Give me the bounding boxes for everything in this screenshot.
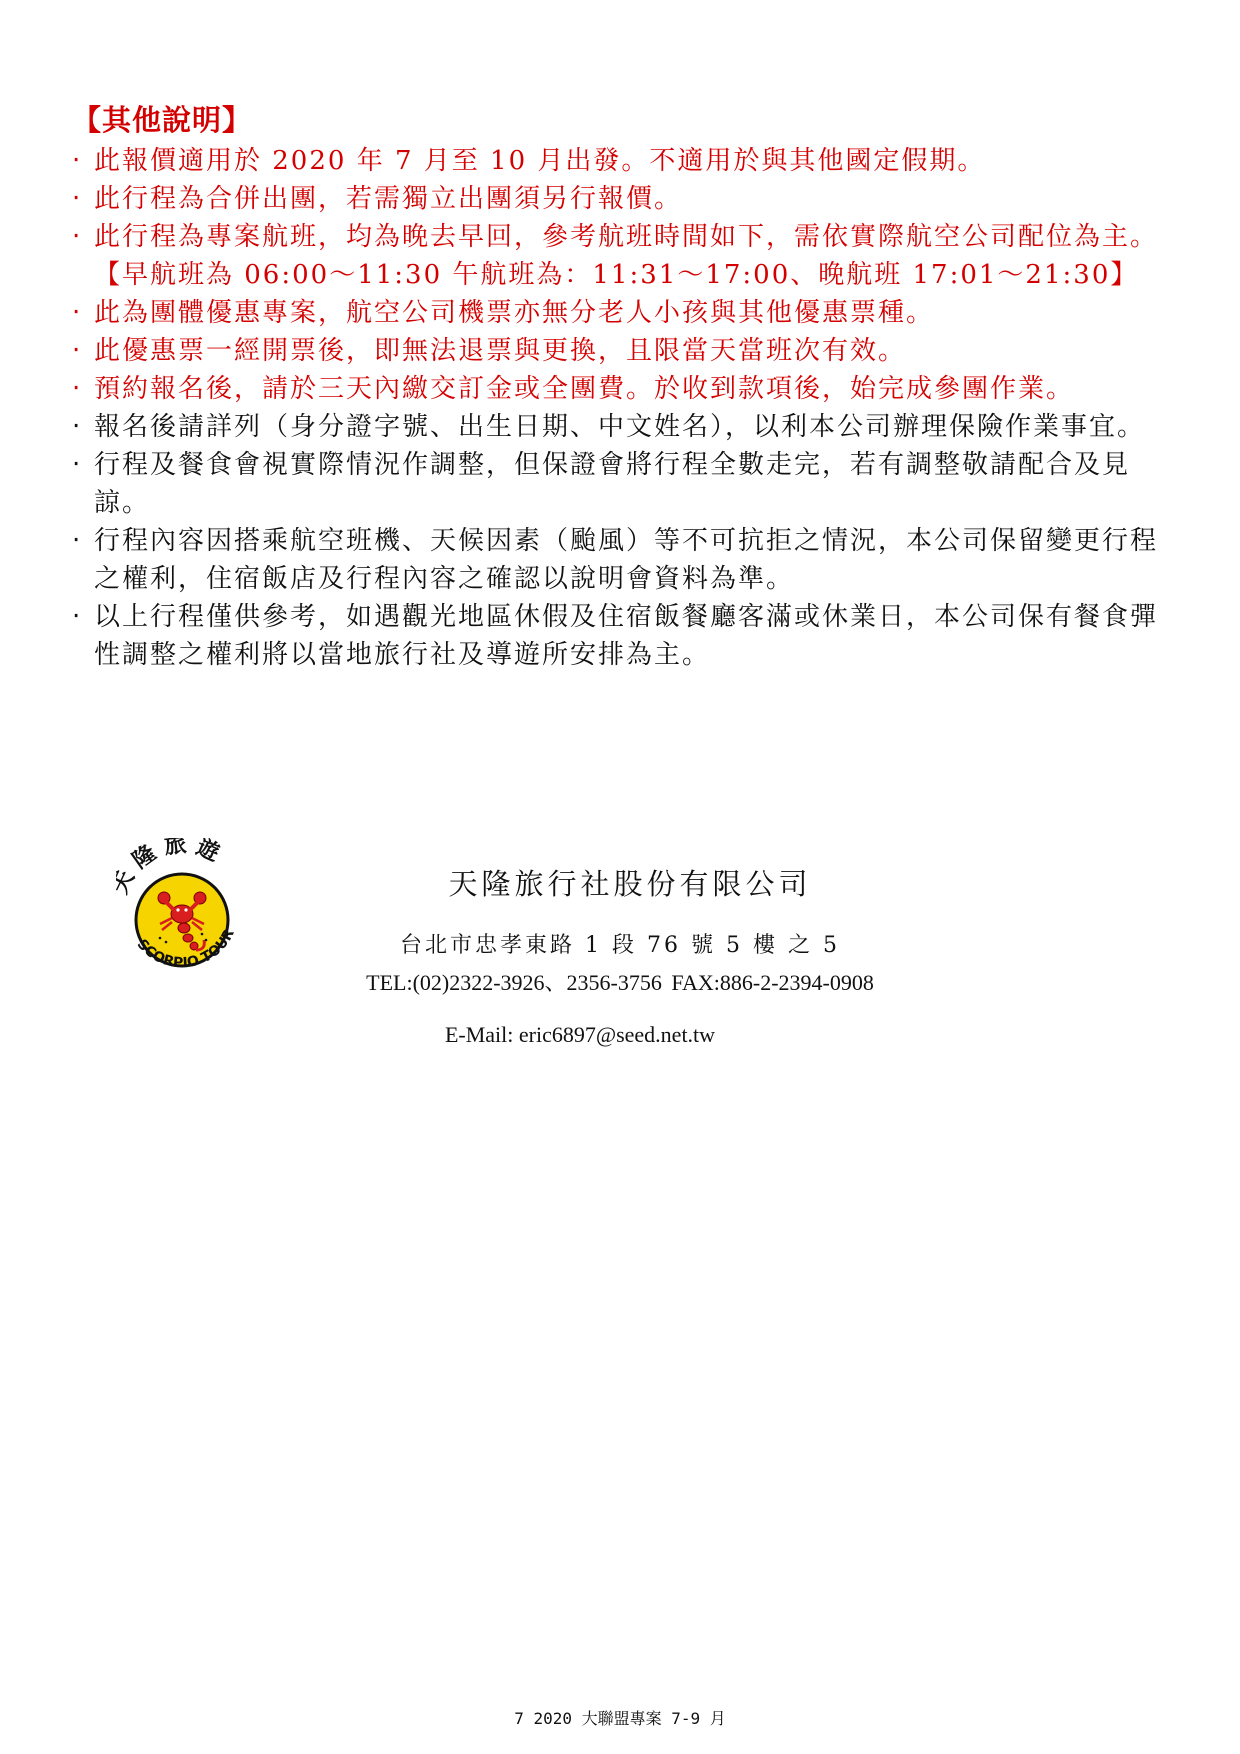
company-address: 台北市忠孝東路 1 段 76 號 5 樓 之 5 — [400, 933, 840, 958]
bullet: ‧ — [72, 450, 83, 480]
note-text: 預約報名後，請於三天內繳交訂金或全團費。於收到款項後，始完成參團作業。 — [94, 374, 1075, 404]
company-tel-fax: TEL:(02)2322-3926、2356-3756 FAX:886-2-2394-0908 — [366, 970, 874, 995]
note-text: 此報價適用於 2020 年 7 月至 10 月出發。不適用於與其他國定假期。 — [94, 146, 986, 176]
note-item — [72, 370, 1182, 408]
section-title: 【其他說明】 — [72, 103, 253, 137]
note-item — [72, 142, 1182, 180]
note-item — [72, 598, 1182, 674]
note-text: 此行程為合併出團，若需獨立出團須另行報價。 — [94, 184, 683, 214]
bullet: ‧ — [72, 184, 83, 214]
note-text: 此為團體優惠專案，航空公司機票亦無分老人小孩與其他優惠票種。 — [94, 298, 935, 328]
note-text: 此優惠票一經開票後，即無法退票與更換，且限當天當班次有效。 — [94, 336, 907, 366]
note-item — [72, 180, 1182, 218]
bullet: ‧ — [72, 526, 83, 556]
note-item — [72, 332, 1182, 370]
note-item — [72, 218, 1182, 294]
company-email: E-Mail: eric6897@seed.net.tw — [444, 1022, 716, 1047]
bullet: ‧ — [72, 146, 83, 176]
bullet: ‧ — [72, 336, 83, 366]
note-text: 報名後請詳列（身分證字號、出生日期、中文姓名），以利本公司辦理保險作業事宜。 — [94, 412, 1146, 442]
logo-english-text: SCORPIO TOUR — [133, 926, 238, 972]
page-footer: 7 2020 大聯盟專案 7-9 月 — [514, 1709, 726, 1728]
bullet: ‧ — [72, 412, 83, 442]
note-item — [72, 408, 1182, 446]
company-name: 天隆旅行社股份有限公司 — [448, 867, 812, 901]
note-item — [72, 446, 1182, 522]
logo-chinese-text: 隆 旅 遊 — [127, 838, 224, 874]
note-item — [72, 522, 1182, 598]
note-text: 行程內容因搭乘航空班機、天候因素（颱風）等不可抗拒之情況，本公司保留變更行程之權利，住宿飯店及行程內容之確認以說明會資料為準。 — [94, 526, 1159, 594]
bullet: ‧ — [72, 374, 83, 404]
bullet: ‧ — [72, 602, 83, 632]
note-item — [72, 294, 1182, 332]
bullet: ‧ — [72, 298, 83, 328]
note-text: 以上行程僅供參考，如遇觀光地區休假及住宿飯餐廳客滿或休業日，本公司保有餐食彈性調整之權利將以當地旅行社及導遊所安排為主。 — [94, 602, 1159, 670]
notes-list — [72, 142, 1182, 674]
note-text: 此行程為專案航班，均為晚去早回，參考航班時間如下，需依實際航空公司配位為主。【早航班為 06:00～11:30 午航班為：11:31～17:00、晚航班 17:01～21:30】 — [94, 222, 1159, 290]
note-text: 行程及餐食會視實際情況作調整，但保證會將行程全數走完，若有調整敬請配合及見諒。 — [94, 450, 1131, 518]
bullet: ‧ — [72, 222, 83, 252]
